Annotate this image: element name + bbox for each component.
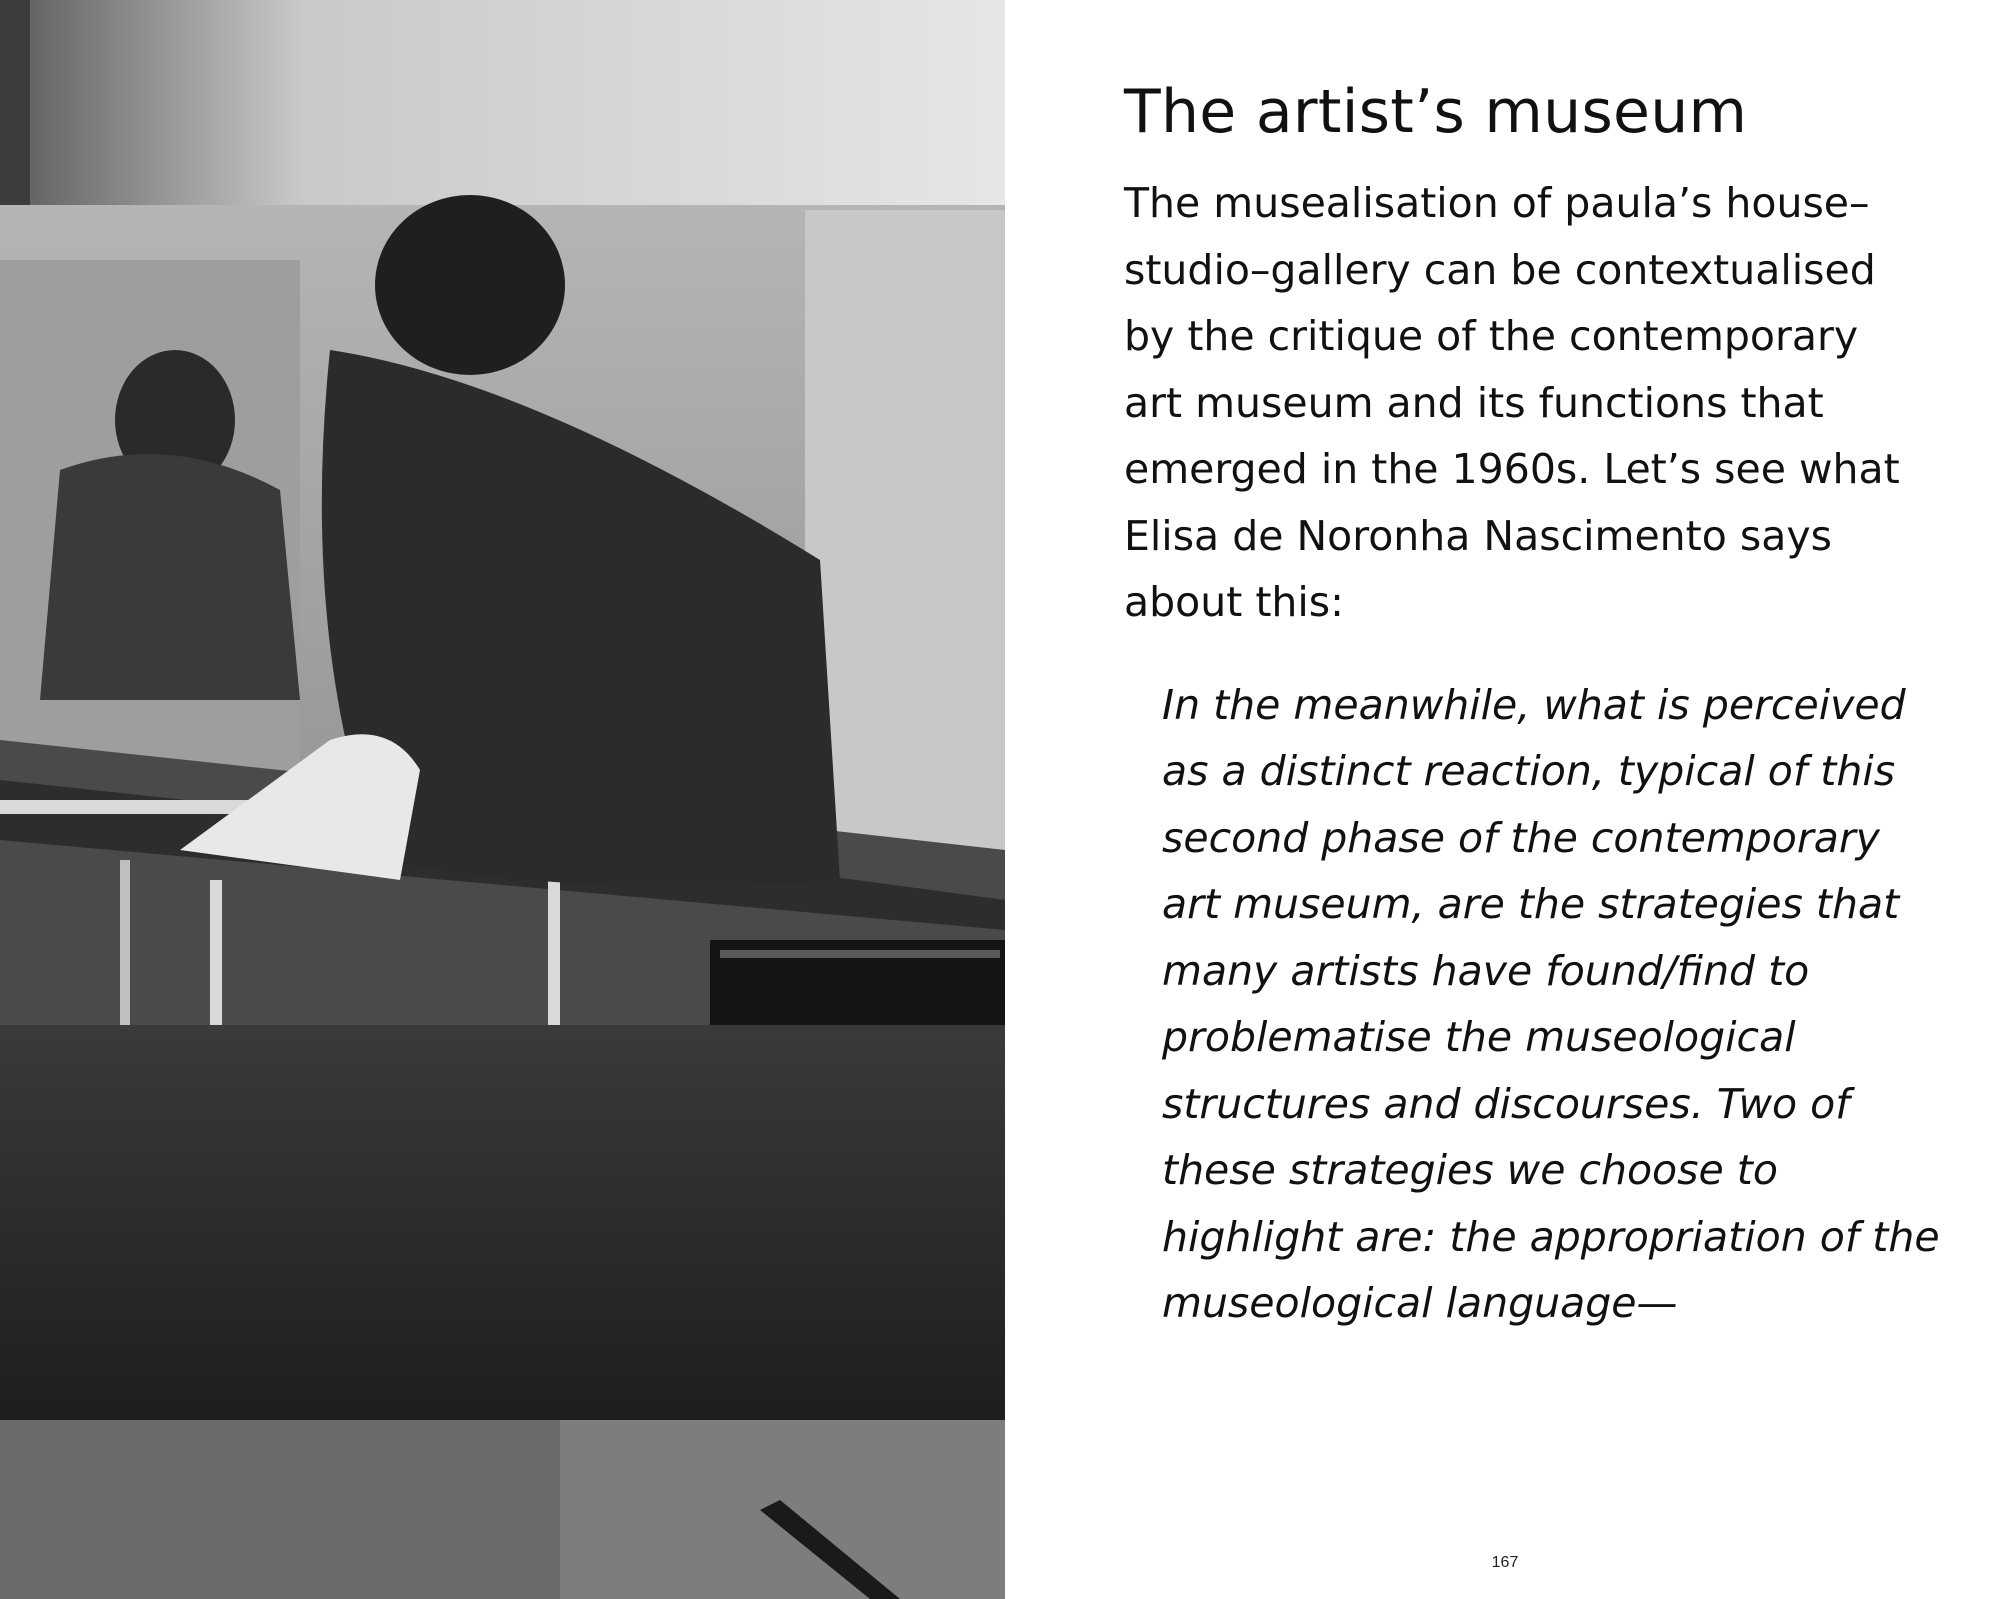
block-quote: In the meanwhile, what is perceived as a distinct reaction, typical of this second phase of the contemporary art museum, are the strategies that many artists have found/find to problematise the museological structures and discourses. Two of these strategies we choose to highlight are: the appropriation of the museological language— xyxy=(1162,680,1940,1327)
body-paragraph: The musealisation of paula’s house–studio–gallery can be contextualised by the critique of the contemporary art museum and its functions that emerged in the 1960s. Let’s see what Elisa de Noronha Nascimento says about this: xyxy=(1124,179,1900,626)
page-number: 167 xyxy=(1491,1554,1519,1571)
text-column xyxy=(1124,72,1984,1337)
page-title: The artist’s museum xyxy=(1124,77,1748,147)
